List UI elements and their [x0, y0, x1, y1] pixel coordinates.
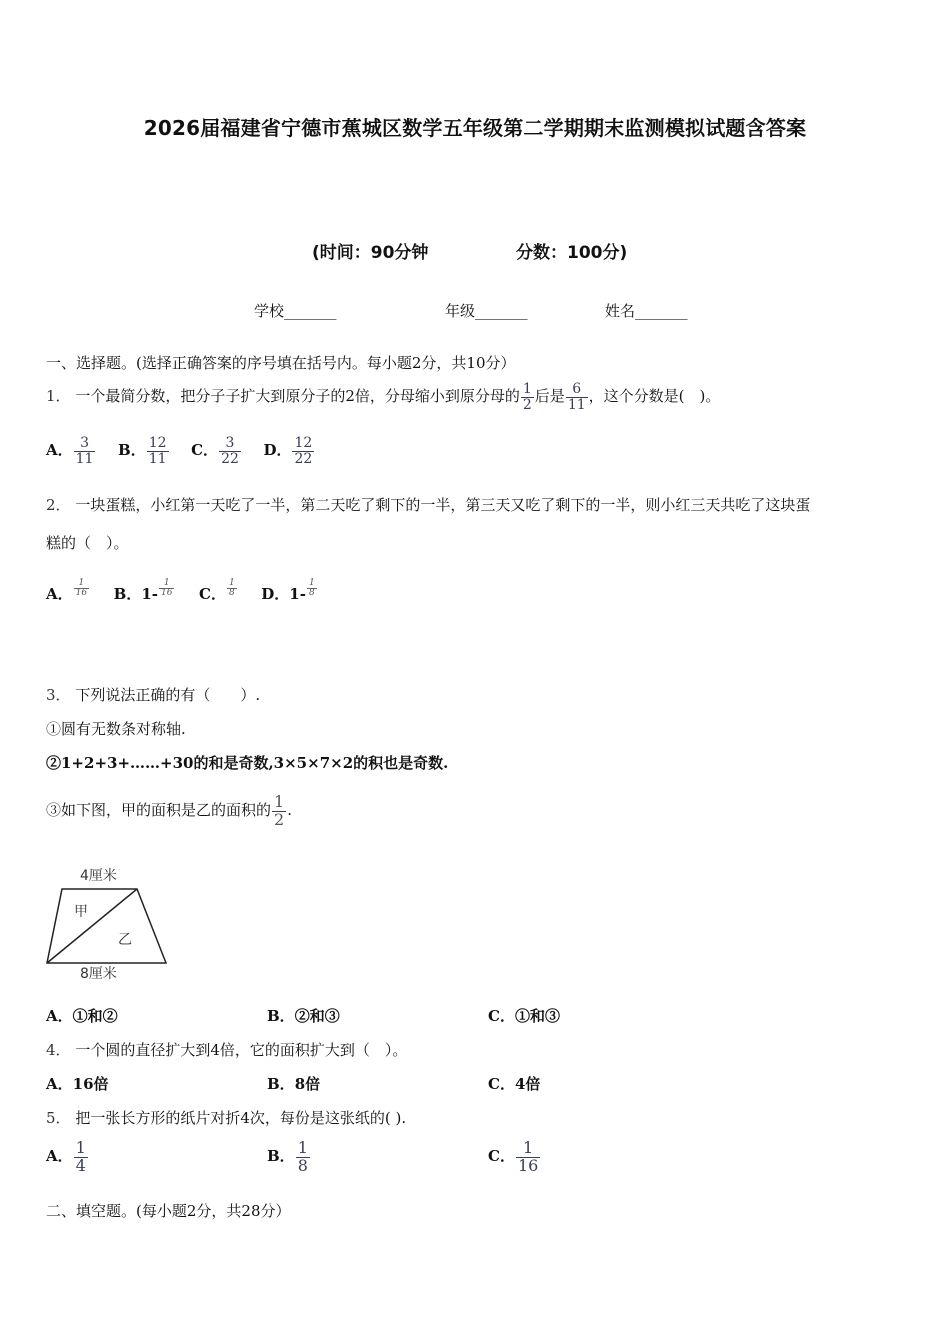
question-5 — [46, 1107, 406, 1128]
q5-option-a-fraction: $\frac{1}{4}$ — [75, 1137, 86, 1175]
figure-top-label: 4厘米 — [80, 868, 117, 884]
figure-yi-label: 乙 — [118, 932, 132, 948]
q4-number: 4． — [46, 1041, 71, 1059]
q5-option-c: C． $\frac{1}{16}$ — [488, 1137, 539, 1175]
q5-option-c-fraction: $\frac{1}{16}$ — [517, 1137, 539, 1175]
figure-jia-label: 甲 — [74, 904, 88, 920]
q3-statement-2: ②1+2+3+……+30的和是奇数,3×5×7×2的积也是奇数. — [46, 754, 449, 772]
q5-option-a: A． $\frac{1}{4}$ — [46, 1137, 86, 1175]
q2-option-b-prefix: 1- — [141, 585, 159, 603]
q2-text-line1: 一块蛋糕，小红第一天吃了一半，第二天吃了剩下的一半，第三天又吃了剩下的一半，则小红三天共吃了这块蛋 — [75, 496, 811, 514]
q1-option-a-fraction: $\frac{3}{11}$ — [75, 434, 94, 467]
q5-option-b: B． $\frac{1}{8}$ — [267, 1137, 308, 1175]
question-4 — [46, 1039, 407, 1060]
school-field: 学校_______ — [254, 302, 337, 320]
q1-text-b: 后是 — [534, 387, 565, 405]
q3-statement-3 — [46, 788, 292, 832]
q2-option-b-fraction: $\frac{1}{16}$ — [161, 578, 173, 599]
page-title: 2026届福建省宁德市蕉城区数学五年级第二学期期末监测模拟试题含答案 — [143, 116, 807, 140]
q3-option-b: B．②和③ — [267, 1007, 340, 1025]
name-field: 姓名_______ — [605, 302, 688, 320]
q2-option-b-label: B． — [113, 585, 142, 603]
q4-text: 一个圆的直径扩大到4倍，它的面积扩大到（ ）。 — [75, 1041, 408, 1059]
q2-number: 2． — [46, 496, 71, 514]
q4-option-b: B．8倍 — [267, 1075, 321, 1093]
q1-option-b-fraction: $\frac{12}{11}$ — [148, 434, 167, 467]
q3-text: 下列说法正确的有（ ）. — [75, 686, 261, 704]
q2-option-c-fraction: $\frac{1}{8}$ — [228, 578, 235, 599]
q2-option-d-fraction: $\frac{1}{8}$ — [308, 578, 315, 599]
question-2-line1 — [46, 494, 810, 515]
q5-text: 把一张长方形的纸片对折4次，每份是这张纸的( ). — [75, 1109, 407, 1127]
q1-text-c: ，这个分数是( )。 — [588, 387, 721, 405]
q1-option-d-fraction: $\frac{12}{22}$ — [294, 434, 313, 467]
section1-heading: 一、选择题。(选择正确答案的序号填在括号内。每小题2分，共10分） — [46, 354, 516, 372]
q1-option-d-label: D． — [263, 441, 292, 459]
q3-statement-3-text: ③如下图，甲的面积是乙的面积的 — [46, 801, 272, 819]
q3-option-c: C．①和③ — [488, 1007, 560, 1025]
figure-bottom-label: 8厘米 — [80, 966, 117, 982]
q3-option-a: A．①和② — [46, 1007, 118, 1025]
q2-option-d-prefix: 1- — [289, 585, 306, 603]
q1-fraction-2: $\frac{6}{11}$ — [567, 380, 586, 413]
q2-option-a-label: A． — [46, 585, 73, 603]
grade-field: 年级_______ — [445, 302, 528, 320]
q3-statement-3-end: . — [287, 801, 292, 819]
section2-heading: 二、填空题。(每小题2分，共28分） — [46, 1202, 291, 1220]
q5-number: 5． — [46, 1109, 71, 1127]
q1-option-b-label: B． — [118, 441, 146, 459]
q2-options — [46, 570, 318, 618]
q1-option-a-label: A． — [46, 441, 73, 459]
q4-option-a: A．16倍 — [46, 1075, 109, 1093]
exam-score: 分数：100分) — [516, 243, 628, 263]
q1-option-c-fraction: $\frac{3}{22}$ — [221, 434, 239, 467]
q1-options — [46, 430, 315, 470]
q2-option-a-fraction: $\frac{1}{16}$ — [75, 578, 88, 599]
trapezoid-shape — [47, 889, 166, 963]
exam-time: (时间：90分钟 — [312, 243, 429, 263]
q2-text-line2: 糕的（ ）。 — [46, 534, 129, 552]
q1-number: 1． — [46, 387, 71, 405]
q3-statement-1: ①圆有无数条对称轴. — [46, 720, 186, 738]
q2-option-d-label: D． — [261, 585, 290, 603]
question-1 — [46, 374, 720, 418]
q1-option-c-label: C． — [191, 441, 219, 459]
trapezoid-figure — [40, 862, 180, 984]
q5-option-b-fraction: $\frac{1}{8}$ — [297, 1137, 308, 1175]
q3-fraction: $\frac{1}{2}$ — [274, 791, 285, 829]
q1-fraction-1: $\frac{1}{2}$ — [522, 380, 532, 413]
q1-text-a: 一个最简分数，把分子子扩大到原分子的2倍，分母缩小到原分母的 — [75, 387, 520, 405]
q4-option-c: C．4倍 — [488, 1075, 541, 1093]
q3-number: 3． — [46, 686, 71, 704]
q2-option-c-label: C． — [199, 585, 226, 603]
question-3 — [46, 684, 260, 705]
